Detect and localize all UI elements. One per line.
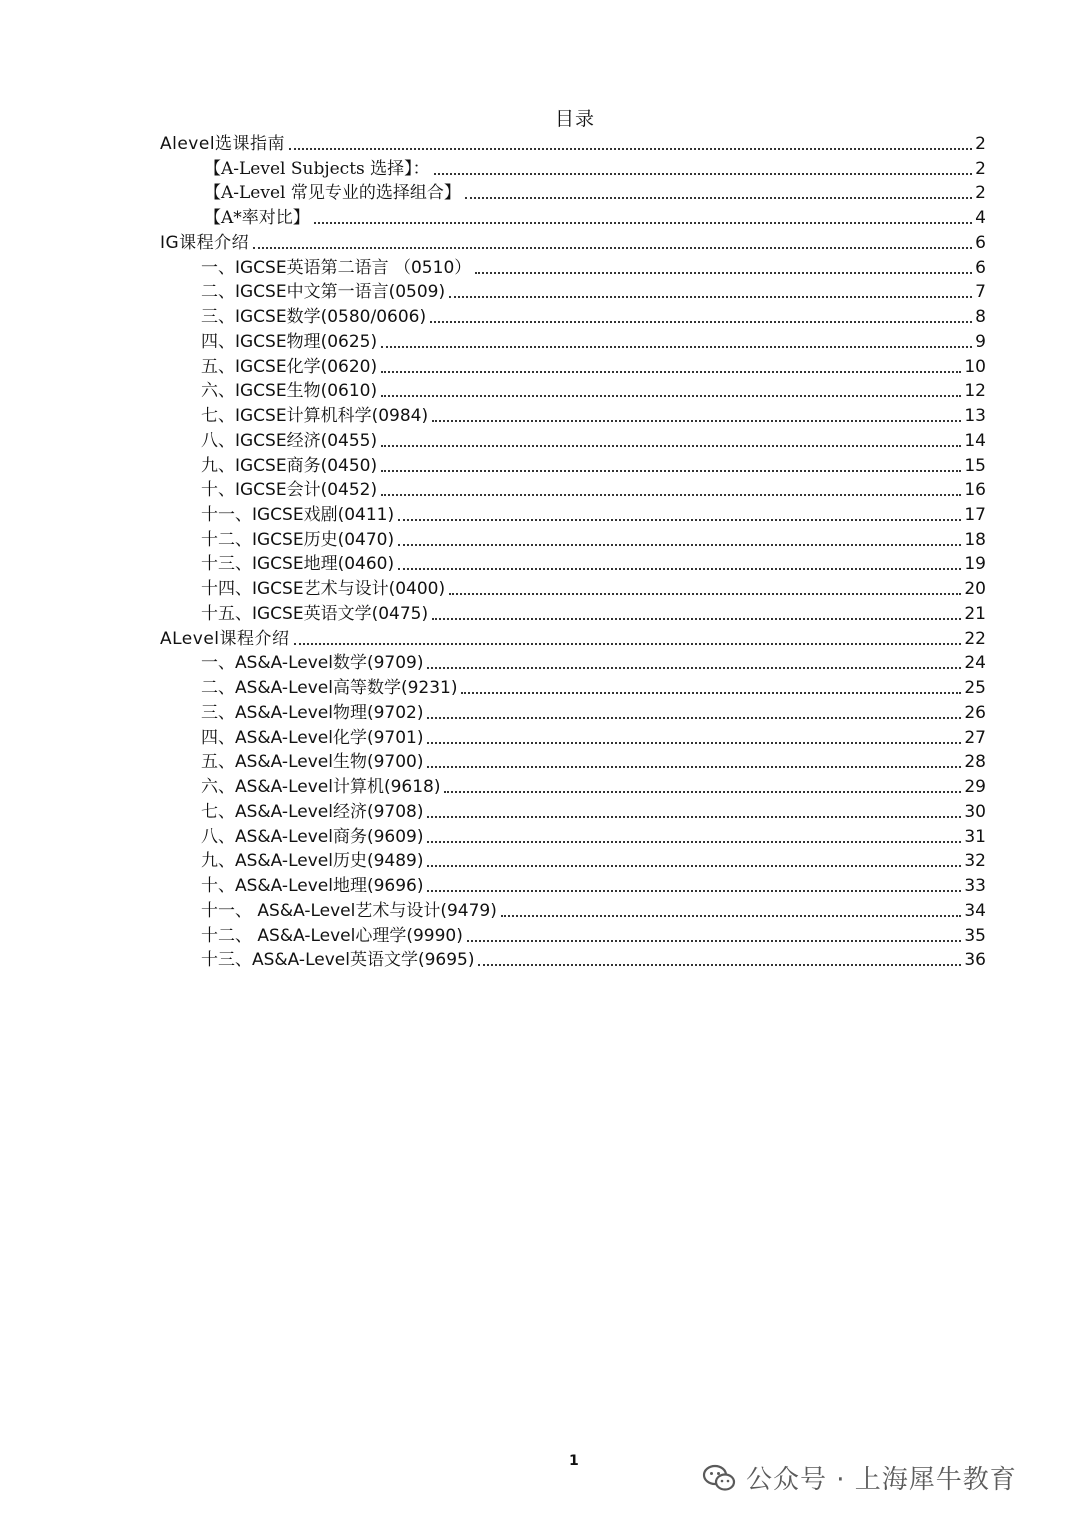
toc-entry[interactable] [201, 677, 986, 699]
toc-page-number: 4 [975, 208, 986, 228]
page-title: 目录 [554, 108, 595, 130]
toc-entry[interactable] [201, 826, 986, 848]
toc-leader [501, 915, 961, 917]
toc-page-number: 15 [964, 456, 986, 476]
toc-leader [427, 816, 961, 818]
toc-entry[interactable] [201, 652, 986, 674]
toc-entry-label: 【A-Level Subjects 选择】： [204, 159, 430, 179]
toc-leader [289, 148, 972, 150]
toc-leader [449, 296, 972, 298]
toc-entry[interactable] [201, 727, 986, 749]
toc-page-number: 26 [964, 703, 986, 723]
toc-page-number: 31 [964, 827, 986, 847]
toc-page-number: 30 [964, 802, 986, 822]
toc-leader [434, 173, 973, 175]
wechat-icon [702, 1463, 736, 1493]
toc-leader [381, 470, 961, 472]
toc-page-number: 14 [964, 431, 986, 451]
toc-entry[interactable] [201, 875, 986, 897]
toc-leader [381, 395, 961, 397]
toc-leader [253, 247, 972, 249]
toc-page-number: 2 [975, 183, 986, 203]
toc-page-number: 6 [975, 233, 986, 253]
toc-leader [444, 791, 961, 793]
toc-leader [381, 445, 961, 447]
toc-entry[interactable] [160, 133, 986, 155]
toc-page-number: 36 [964, 950, 986, 970]
toc-leader [427, 890, 961, 892]
toc-entry[interactable] [201, 479, 986, 501]
toc-entry-label: 十三、AS&A-Level英语文学(9695) [201, 950, 475, 970]
toc-entry[interactable] [201, 529, 986, 551]
toc-leader [427, 667, 961, 669]
toc-entry[interactable] [204, 207, 986, 229]
toc-page-number: 35 [964, 926, 986, 946]
toc-page-number: 16 [964, 480, 986, 500]
toc-page-number: 17 [964, 505, 986, 525]
toc-entry-label: 八、IGCSE经济(0455) [201, 431, 378, 451]
toc-entry-label: 十二、IGCSE历史(0470) [201, 530, 395, 550]
toc-entry[interactable] [201, 776, 986, 798]
toc-entry-label: 【A-Level 常见专业的选择组合】 [204, 183, 461, 203]
toc-entry-label: 十一、 AS&A-Level艺术与设计(9479) [201, 901, 497, 921]
toc-entry-label: 七、IGCSE计算机科学(0984) [201, 406, 429, 426]
toc-entry-label: 十、AS&A-Level地理(9696) [201, 876, 424, 896]
toc-page-number: 32 [964, 851, 986, 871]
toc-page-number: 33 [964, 876, 986, 896]
toc-page-number: 2 [975, 134, 986, 154]
toc-entry-label: 五、AS&A-Level生物(9700) [201, 752, 424, 772]
toc-page-number: 19 [964, 554, 986, 574]
toc-entry-label: 四、AS&A-Level化学(9701) [201, 728, 424, 748]
toc-leader [381, 346, 972, 348]
toc-leader [427, 766, 961, 768]
toc-entry[interactable] [201, 281, 986, 303]
toc-page-number: 34 [964, 901, 986, 921]
toc-entry-label: 三、IGCSE数学(0580/0606) [201, 307, 427, 327]
toc-entry[interactable] [204, 182, 986, 204]
toc-entry-label: 【A*率对比】 [204, 208, 310, 228]
toc-entry-label: Alevel选课指南 [160, 134, 286, 154]
toc-entry-label: 十四、IGCSE艺术与设计(0400) [201, 579, 446, 599]
toc-entry[interactable] [201, 801, 986, 823]
toc-leader [478, 964, 961, 966]
toc-page-number: 22 [964, 629, 986, 649]
toc-entry[interactable] [201, 925, 986, 947]
toc-entry[interactable] [201, 504, 986, 526]
toc-entry[interactable] [201, 405, 986, 427]
toc-entry-label: 五、IGCSE化学(0620) [201, 357, 378, 377]
toc-leader [430, 321, 972, 323]
toc-entry-label: 八、AS&A-Level商务(9609) [201, 827, 424, 847]
toc-page-number: 12 [964, 381, 986, 401]
toc-entry[interactable] [160, 232, 986, 254]
toc-page-number: 7 [975, 282, 986, 302]
toc-entry-label: 一、IGCSE英语第二语言 （0510） [201, 258, 472, 278]
toc-page-number: 25 [964, 678, 986, 698]
toc-page-number: 29 [964, 777, 986, 797]
toc-leader [381, 371, 961, 373]
toc-entry-label: 一、AS&A-Level数学(9709) [201, 653, 424, 673]
toc-leader [432, 618, 961, 620]
toc-leader [381, 494, 961, 496]
toc-leader [398, 519, 961, 521]
toc-entry-label: 四、IGCSE物理(0625) [201, 332, 378, 352]
toc-leader [467, 940, 961, 942]
toc-page-number: 24 [964, 653, 986, 673]
toc-entry-label: 十二、 AS&A-Level心理学(9990) [201, 926, 463, 946]
toc-entry-label: 十五、IGCSE英语文学(0475) [201, 604, 429, 624]
toc-entry-label: 七、AS&A-Level经济(9708) [201, 802, 424, 822]
toc-leader [294, 643, 962, 645]
toc-page-number: 28 [964, 752, 986, 772]
toc-leader [314, 222, 972, 224]
toc-leader [427, 742, 961, 744]
toc-entry[interactable] [201, 751, 986, 773]
toc-page-number: 18 [964, 530, 986, 550]
toc-entry[interactable] [204, 158, 986, 180]
toc-page-number: 6 [975, 258, 986, 278]
toc-page-number: 9 [975, 332, 986, 352]
toc-leader [475, 272, 972, 274]
toc-entry-label: 二、AS&A-Level高等数学(9231) [201, 678, 458, 698]
toc-entry-label: IG课程介绍 [160, 233, 250, 253]
toc-entry[interactable] [201, 455, 986, 477]
toc-entry[interactable] [201, 850, 986, 872]
toc-leader [427, 841, 961, 843]
toc-entry[interactable] [160, 628, 986, 650]
toc-entry[interactable] [201, 331, 986, 353]
toc-page-number: 2 [975, 159, 986, 179]
toc-entry-label: 二、IGCSE中文第一语言(0509) [201, 282, 446, 302]
toc-entry[interactable] [201, 430, 986, 452]
watermark-text: 公众号 · 上海犀牛教育 [746, 1465, 1017, 1495]
toc-entry[interactable] [201, 900, 986, 922]
toc-entry-label: 十一、IGCSE戏剧(0411) [201, 505, 395, 525]
toc-leader [432, 420, 961, 422]
toc-entry[interactable] [201, 949, 986, 971]
toc-entry-label: 三、AS&A-Level物理(9702) [201, 703, 424, 723]
toc-entry[interactable] [201, 702, 986, 724]
watermark [702, 1459, 1017, 1496]
toc-entry-label: 十、IGCSE会计(0452) [201, 480, 378, 500]
toc-page-number: 13 [964, 406, 986, 426]
toc-entry[interactable] [201, 356, 986, 378]
toc-leader [465, 197, 972, 199]
toc-entry[interactable] [201, 578, 986, 600]
toc-entry[interactable] [201, 380, 986, 402]
toc-page-number: 20 [964, 579, 986, 599]
toc-page-number: 21 [964, 604, 986, 624]
toc-entry[interactable] [201, 257, 986, 279]
toc-entry[interactable] [201, 306, 986, 328]
toc-leader [398, 568, 961, 570]
toc-page-number: 8 [975, 307, 986, 327]
toc-leader [449, 593, 961, 595]
toc-entry-label: 六、IGCSE生物(0610) [201, 381, 378, 401]
toc-entry-label: 六、AS&A-Level计算机(9618) [201, 777, 441, 797]
toc-page-number: 27 [964, 728, 986, 748]
page-number: 1 [569, 1453, 579, 1469]
toc-leader [398, 544, 961, 546]
toc-entry-label: 九、AS&A-Level历史(9489) [201, 851, 424, 871]
toc-entry-label: 九、IGCSE商务(0450) [201, 456, 378, 476]
toc-entry-label: ALevel课程介绍 [160, 629, 290, 649]
toc-entry[interactable] [201, 603, 986, 625]
toc-entry[interactable] [201, 553, 986, 575]
toc-leader [427, 717, 961, 719]
toc-entry-label: 十三、IGCSE地理(0460) [201, 554, 395, 574]
toc-page-number: 10 [964, 357, 986, 377]
toc-leader [461, 692, 961, 694]
toc-leader [427, 865, 961, 867]
